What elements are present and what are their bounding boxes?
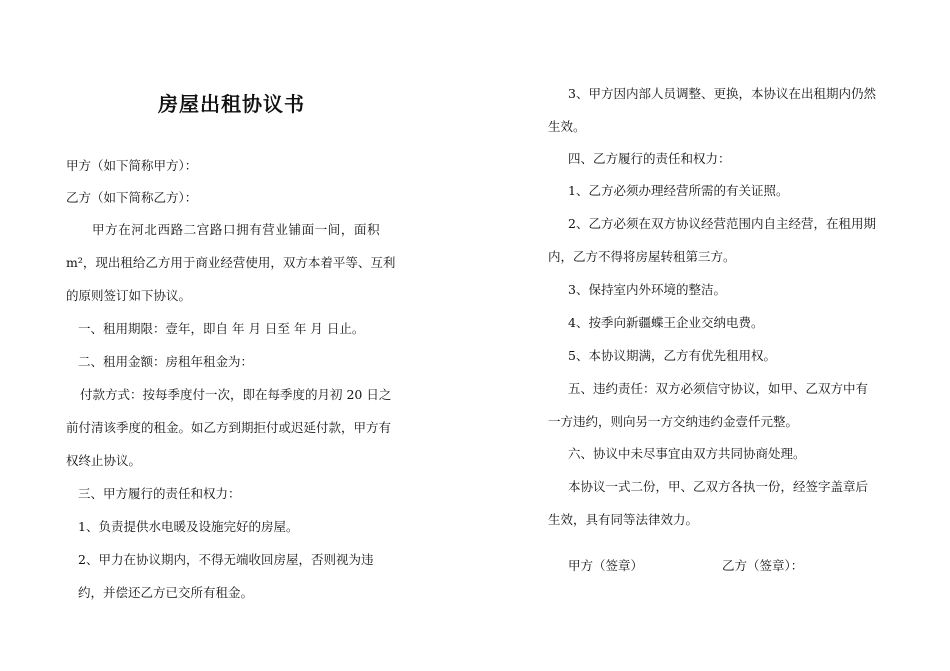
intro-paragraph-line-3: 的原则签订如下协议。 [66, 288, 192, 303]
clause-1-term: 一、租用期限：壹年，即自 年 月 日至 年 月 日止。 [78, 321, 365, 336]
intro-paragraph-line-1: 甲方在河北西路二宫路口拥有营业铺面一间，面积 [92, 222, 381, 237]
clause-5-line-1: 五、违约责任：双方必须信守协议，如甲、乙双方中有 [568, 381, 869, 396]
party-a-line: 甲方（如下简称甲方）： [66, 158, 198, 173]
party-b-signature: 乙方（签章）： [722, 558, 804, 573]
payment-line-2: 前付清该季度的租金。如乙方到期拒付或迟延付款，甲方有 [66, 420, 392, 435]
clause-4-item-4: 4、按季向新疆蝶王企业交纳电费。 [568, 315, 764, 330]
clause-4-heading: 四、乙方履行的责任和权力： [568, 151, 731, 166]
clause-4-item-1: 1、乙方必须办理经营所需的有关证照。 [568, 183, 789, 198]
clause-4-item-2-line-2: 内，乙方不得将房屋转租第三方。 [548, 249, 736, 264]
clause-4-item-3: 3、保持室内外环境的整洁。 [568, 282, 726, 297]
payment-line-3: 权终止协议。 [66, 453, 142, 468]
clause-4-item-2-line-1: 2、乙方必须在双方协议经营范围内自主经营，在租用期 [568, 216, 876, 231]
intro-paragraph-line-2: m²，现出租给乙方用于商业经营使用，双方本着平等、互利 [66, 255, 396, 270]
document-title: 房屋出租协议书 [158, 92, 305, 116]
payment-line-1: 付款方式：按每季度付一次，即在每季度的月初 20 日之 [80, 387, 392, 402]
clause-3-item-1: 1、负责提供水电暖及设施完好的房屋。 [78, 519, 299, 534]
party-b-line: 乙方（如下简称乙方）： [66, 190, 198, 205]
clause-5-line-2: 一方违约，则向另一方交纳违约金壹仟元整。 [548, 414, 799, 429]
clause-3-item-2-line-2: 约，并偿还乙方已交所有租金。 [78, 585, 254, 600]
clause-3-heading: 三、甲方履行的责任和权力： [78, 486, 241, 501]
closing-line-2: 生效，具有同等法律效力。 [548, 512, 699, 527]
party-a-signature: 甲方（签章） [568, 558, 644, 573]
clause-6: 六、协议中未尽事宜由双方共同协商处理。 [568, 446, 806, 461]
clause-3-item-3-line-2: 生效。 [548, 119, 586, 134]
clause-2-amount: 二、租用金额：房租年租金为： [78, 354, 254, 369]
clause-3-item-3-line-1: 3、甲方因内部人员调整、更换，本协议在出租期内仍然 [568, 86, 876, 101]
clause-3-item-2-line-1: 2、甲力在协议期内，不得无端收回房屋，否则视为违 [78, 552, 374, 567]
clause-4-item-5: 5、本协议期满，乙方有优先租用权。 [568, 348, 776, 363]
closing-line-1: 本协议一式二份，甲、乙双方各执一份，经签字盖章后 [568, 479, 869, 494]
